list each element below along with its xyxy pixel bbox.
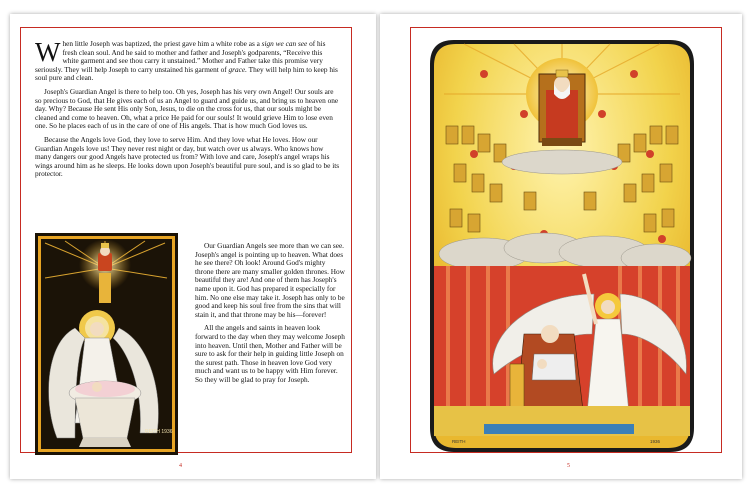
left-page — [10, 14, 376, 479]
right-page — [380, 14, 742, 479]
angel-cradle-illustration — [35, 233, 178, 455]
side-text-block — [195, 242, 345, 390]
drop-cap: W — [35, 37, 61, 67]
paragraph: Because the Angels love God, they love to serve Him. And they love what He loves. How our Guardian Angels love us! They never rest night or day, but watch over us always. Who knows how many dangers our good Angels have protected us from? With love and care, Joseph's angel wraps his wings around him as he sleeps. He looks down upon Joseph's beautiful pure soul, and is so glad to be its protector. — [35, 134, 340, 179]
page-number: 5 — [567, 463, 570, 469]
paragraph: All the angels and saints in heaven look forward to the day when they may welcome Joseph into heaven. Until then, Mother and Father will be sure to ask for their help in guiding little Joseph on the surest path. Those in heaven love God very much and want us to be happy with Him forever. So they will be glad to pray for Joseph. — [195, 323, 345, 384]
artist-signature: REITH 1936 — [145, 429, 173, 435]
paragraph: Joseph's Guardian Angel is there to help too. Oh yes, Joseph has his very own Angel! Our souls are so precious to God, that He gives each of us an Angel to guard and guide us, and bring us to heaven one day. Why? Because He sent His only Son, Jesus, to die on the cross for us, that our souls might be cleaned and come to heaven. Oh, what a price He paid for our souls! It would grieve Him to lose even one. So he places each of us in the care of one of His angels. That is how much God loves us. — [35, 86, 339, 131]
top-text-block: When little Joseph was baptized, the priest gave him a white robe as a sign we can see of his fresh clean soul. And he said to mother and father and Joseph's godparents, “Receive this white garment and see thou carry it unstained.” Mother and Father take this promise very seriously. They will help Joseph to carry unstained his garment of grace. They will help him to keep his soul pure and clean. Joseph's Guardian Angel is there to help too. Oh yes, Joseph has his very own Angel! Our souls are so precious to God, that He gives each of us an Angel to guard and guide us, and bring us to heaven one day. Why? Because He sent His only Son, Jesus, to die on the cross for us, that our souls might be cleaned and come to heaven. Oh, what a price He paid for our souls! It would grieve Him to lose even one. So he places each of us in the care of one of His angels. That is how much God loves us. Because the Angels love God, they love to serve Him. And they love what He loves. How our Guardian Angels love us! They never rest night or day, but watch over us always. Who knows how many dangers our good Angels have protected us from? With love and care, Joseph's angel wraps his wings around him as he sleeps. He looks down upon Joseph's beautiful pure soul, and is so glad to be its protector. — [35, 37, 340, 179]
paragraph: Our Guardian Angels see more than we can see. Joseph's angel is pointing up to heaven. What does he see there? Oh look! Around God's mighty throne there are many smaller golden thrones. How beautiful they are! And one of them has Joseph's name upon it. God has prepared it especially for him. No one else may take it. Joseph has only to be good and keep his soul free from the sins that will stain it, and that throne may be his—forever! — [195, 241, 345, 319]
heaven-illustration — [424, 34, 700, 458]
book-spread — [10, 14, 742, 479]
artist-date: 1936 — [650, 439, 661, 444]
page-number: 4 — [179, 463, 182, 469]
artist-signature: REITH — [452, 439, 466, 444]
